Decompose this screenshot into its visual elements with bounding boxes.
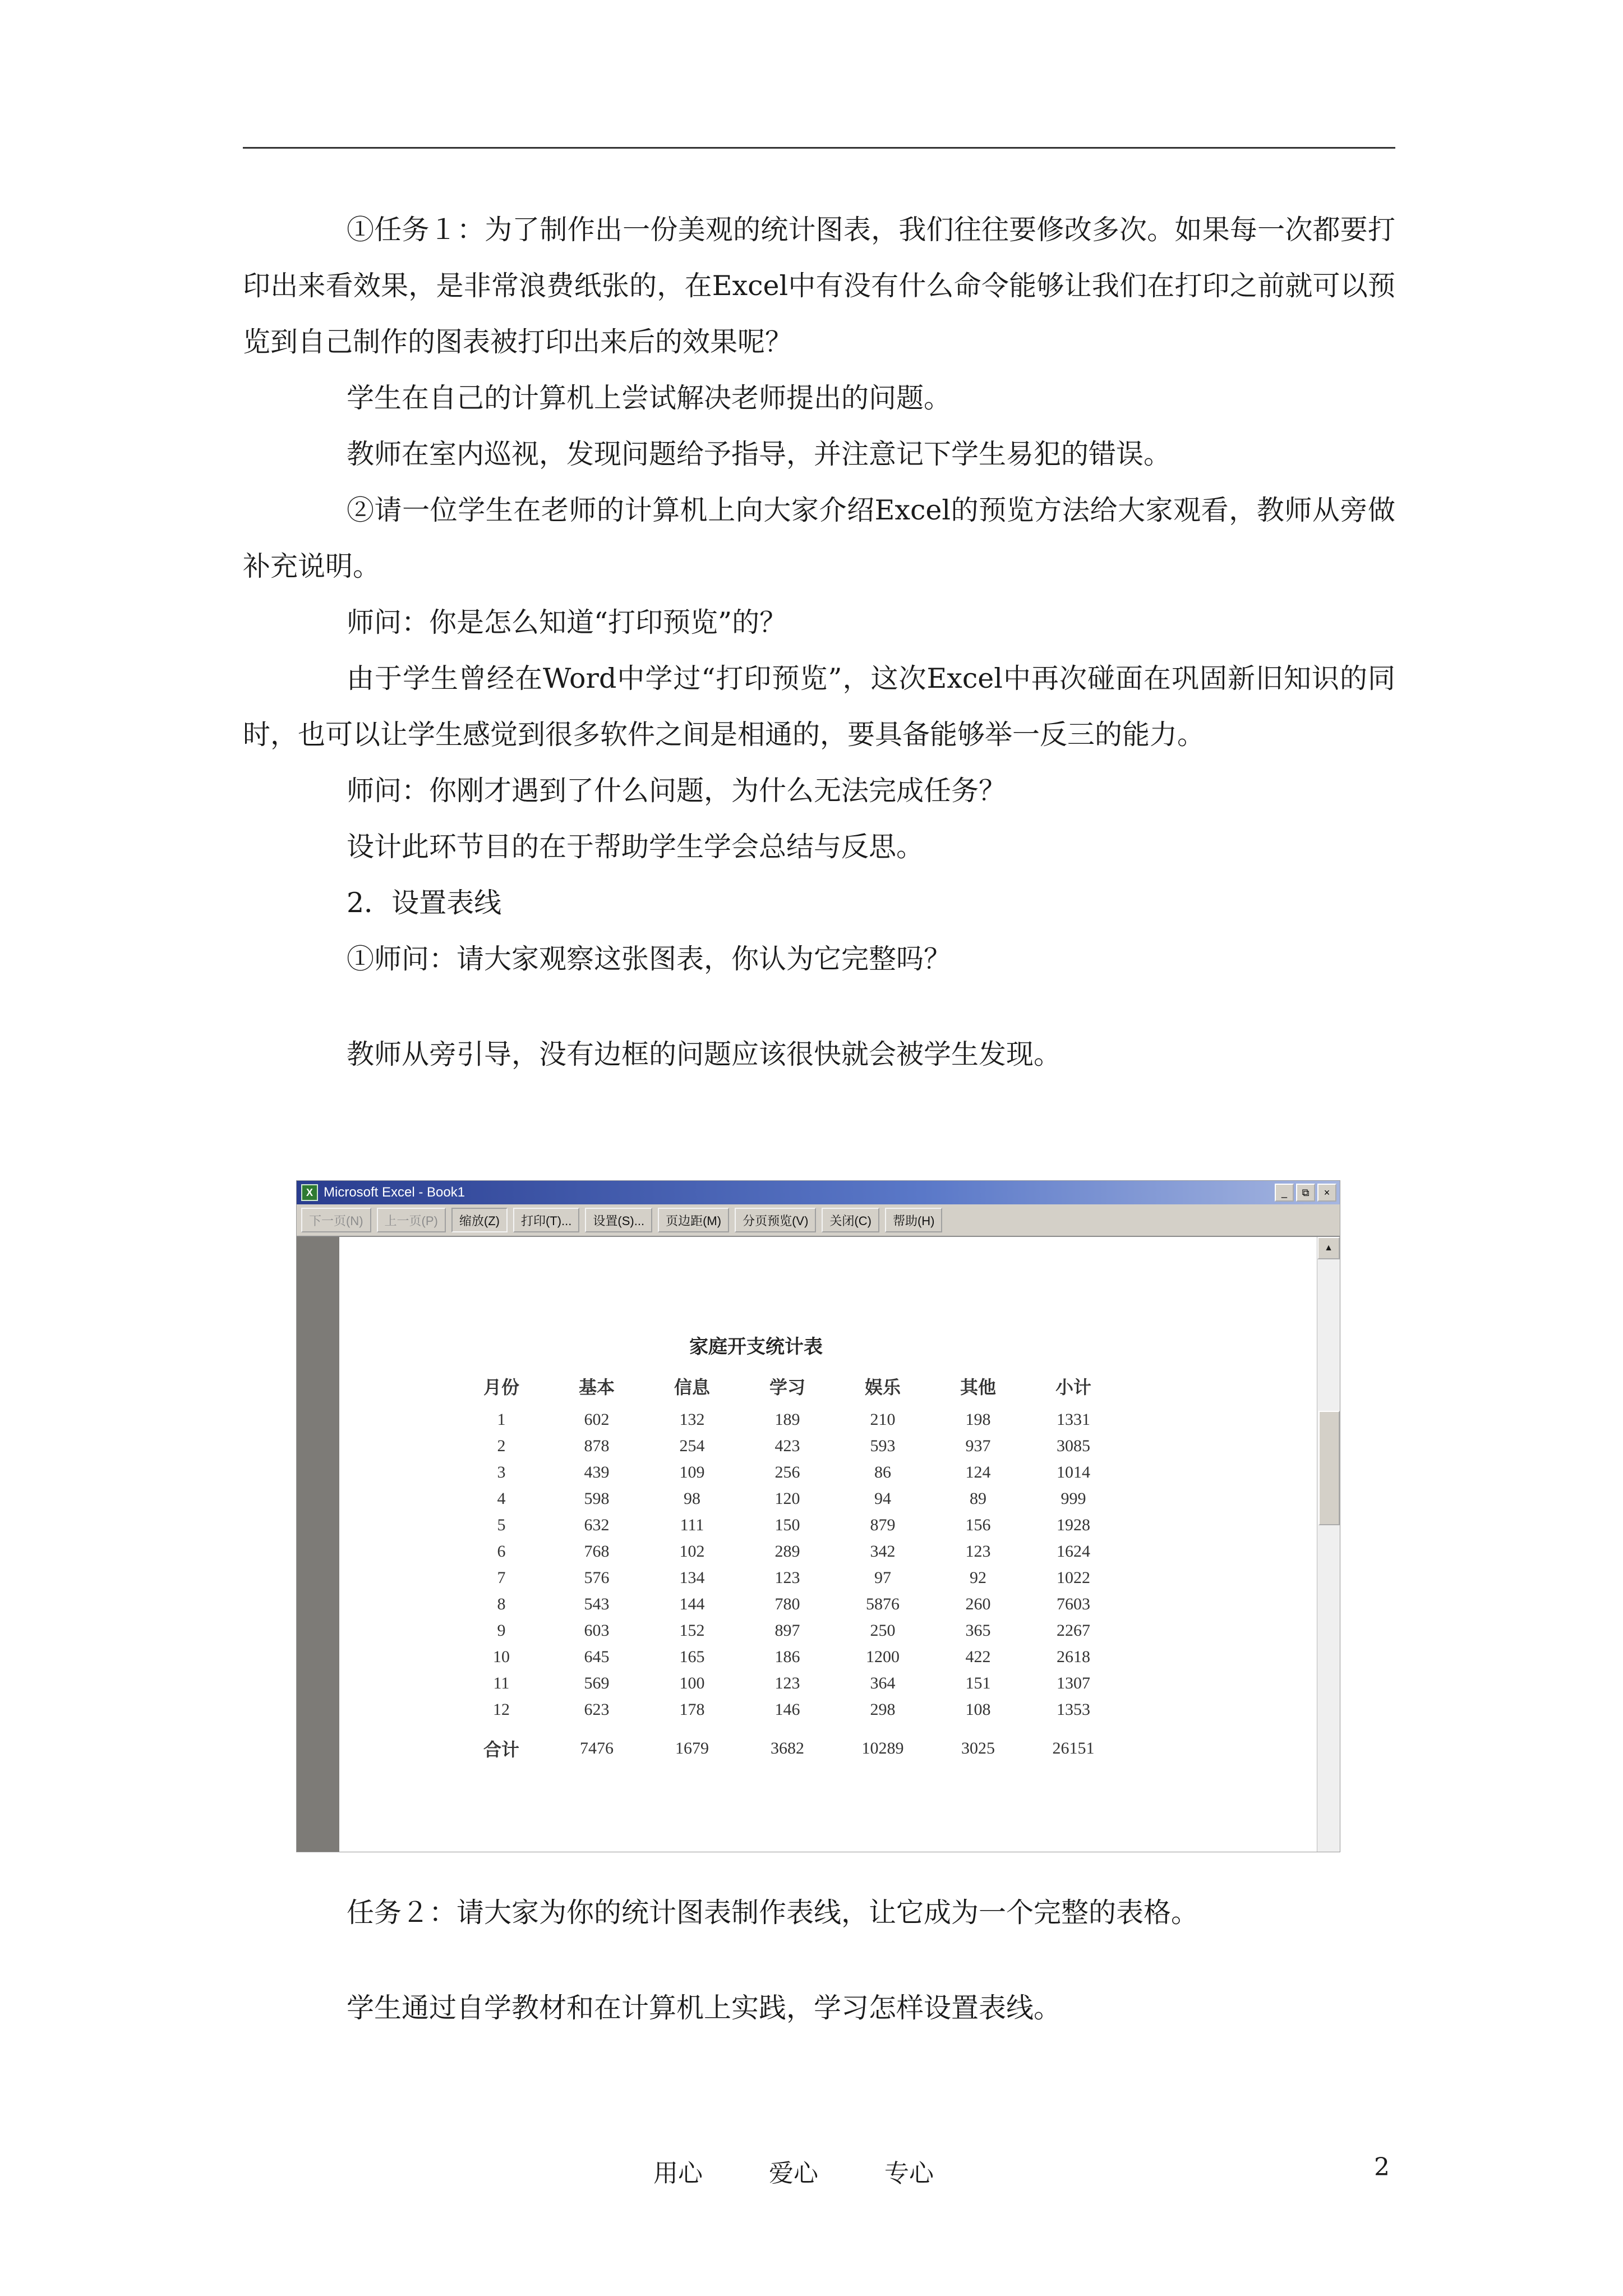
table-cell: 1331 <box>1057 1410 1090 1429</box>
table-row <box>454 1696 1121 1723</box>
paragraph-question-preview: 师问：你是怎么知道“打印预览”的？ <box>347 606 787 638</box>
motto-word: 用心 <box>653 2159 703 2188</box>
table-cell: 151 <box>965 1673 991 1692</box>
total-cell: 合计 <box>483 1739 519 1760</box>
table-cell: 11 <box>493 1673 510 1692</box>
table-cell: 365 <box>965 1621 991 1640</box>
table-cell: 123 <box>774 1568 800 1587</box>
table-row <box>454 1406 1121 1433</box>
table-cell: 109 <box>679 1462 705 1481</box>
table-cell: 768 <box>584 1542 610 1561</box>
table-cell: 250 <box>870 1621 896 1640</box>
expense-table <box>454 1366 1121 1774</box>
table-cell: 999 <box>1061 1489 1086 1508</box>
paragraph-student-try: 学生在自己的计算机上尝试解决老师提出的问题。 <box>347 382 952 414</box>
table-cell: 576 <box>584 1568 610 1587</box>
column-header: 娱乐 <box>864 1377 901 1398</box>
table-cell: 439 <box>584 1462 610 1481</box>
table-cell: 124 <box>965 1462 991 1481</box>
table-row <box>454 1591 1121 1617</box>
table-row <box>454 1565 1121 1591</box>
table-cell: 12 <box>493 1700 510 1719</box>
table-cell: 937 <box>965 1436 991 1455</box>
table-body <box>454 1406 1121 1774</box>
table-cell: 260 <box>965 1594 991 1613</box>
paragraph-self-study: 学生通过自学教材和在计算机上实践，学习怎样设置表线。 <box>347 1992 1062 2024</box>
paragraph-question-complete: ①师问：请大家观察这张图表，你认为它完整吗？ <box>347 943 952 975</box>
paragraph-task2: 任务２：请大家为你的统计图表制作表线，让它成为一个完整的表格。 <box>347 1897 1199 1929</box>
preview-page-area <box>297 1237 1340 1852</box>
paragraph-teacher-guide: 教师从旁引导，没有边框的问题应该很快就会被学生发现。 <box>347 1038 1062 1070</box>
table-cell: 1022 <box>1057 1568 1090 1587</box>
table-cell: 111 <box>680 1515 704 1534</box>
table-row <box>454 1485 1121 1512</box>
total-cell: 1679 <box>675 1739 709 1757</box>
table-cell: 780 <box>774 1594 800 1613</box>
motto-word: 专心 <box>884 2159 934 2188</box>
table-cell: 89 <box>970 1489 986 1508</box>
preview-margin-gray <box>297 1237 339 1852</box>
scroll-thumb[interactable] <box>1318 1411 1340 1525</box>
close-preview-button[interactable]: 关闭(C) <box>822 1208 879 1232</box>
table-cell: 878 <box>584 1436 610 1455</box>
section-heading-borders: 2．设置表线 <box>347 887 502 919</box>
table-cell: 150 <box>774 1515 800 1534</box>
table-cell: 1307 <box>1057 1673 1090 1692</box>
table-cell: 92 <box>970 1568 986 1587</box>
table-row <box>454 1617 1121 1644</box>
table-cell: 422 <box>965 1647 991 1666</box>
total-cell: 26151 <box>1052 1739 1095 1757</box>
table-cell: 210 <box>870 1410 896 1429</box>
table-cell: 120 <box>774 1489 800 1508</box>
table-cell: 623 <box>584 1700 610 1719</box>
table-cell: 603 <box>584 1621 610 1640</box>
restore-button[interactable]: ⧉ <box>1296 1184 1315 1202</box>
table-cell: 1928 <box>1057 1515 1090 1534</box>
window-title: Microsoft Excel - Book1 <box>324 1185 465 1200</box>
vertical-scrollbar[interactable] <box>1317 1237 1340 1852</box>
table-cell: 569 <box>584 1673 610 1692</box>
print-button[interactable]: 打印(T)... <box>513 1208 579 1232</box>
table-cell: 123 <box>774 1673 800 1692</box>
table-total-row <box>454 1723 1121 1774</box>
table-cell: 1 <box>497 1410 506 1429</box>
table-cell: 342 <box>870 1542 896 1561</box>
table-cell: 7 <box>497 1568 506 1587</box>
table-cell: 9 <box>497 1621 506 1640</box>
column-header: 小计 <box>1055 1377 1091 1398</box>
table-row <box>454 1670 1121 1696</box>
table-cell: 8 <box>497 1594 506 1613</box>
table-cell: 144 <box>679 1594 705 1613</box>
table-cell: 1014 <box>1057 1462 1090 1481</box>
table-header-row <box>454 1366 1121 1406</box>
zoom-button[interactable]: 缩放(Z) <box>451 1208 508 1232</box>
table-cell: 4 <box>497 1489 506 1508</box>
table-cell: 98 <box>684 1489 700 1508</box>
next-page-button[interactable]: 下一页(N) <box>301 1208 371 1232</box>
paragraph-word-excel: 由于学生曾经在Word中学过“打印预览”，这次Excel中再次碰面在巩固新旧知识的同时，也可以让学生感觉到很多软件之间是相通的，要具备能够举一反三的能力。 <box>243 662 1395 751</box>
table-row <box>454 1644 1121 1670</box>
table-cell: 423 <box>774 1436 800 1455</box>
excel-app-icon: X <box>301 1184 318 1201</box>
table-cell: 3 <box>497 1462 506 1481</box>
page-number: 2 <box>1374 2153 1390 2182</box>
header-rule <box>243 147 1395 149</box>
column-header: 信息 <box>674 1377 710 1398</box>
table-cell: 1353 <box>1057 1700 1090 1719</box>
table-cell: 645 <box>584 1647 610 1666</box>
table-cell: 3085 <box>1057 1436 1090 1455</box>
table-row <box>454 1433 1121 1459</box>
page-break-preview-button[interactable]: 分页预览(V) <box>735 1208 816 1232</box>
table-cell: 132 <box>679 1410 705 1429</box>
excel-print-preview-screenshot <box>296 1180 1340 1852</box>
table-cell: 152 <box>679 1621 705 1640</box>
margins-button[interactable]: 页边距(M) <box>658 1208 729 1232</box>
table-row <box>454 1459 1121 1485</box>
table-cell: 632 <box>584 1515 610 1534</box>
table-cell: 6 <box>497 1542 506 1561</box>
table-cell: 86 <box>874 1462 891 1481</box>
table-row <box>454 1512 1121 1538</box>
minimize-button[interactable]: _ <box>1275 1184 1294 1202</box>
table-cell: 256 <box>774 1462 800 1481</box>
column-header: 其他 <box>960 1377 996 1398</box>
table-cell: 2 <box>497 1436 506 1455</box>
sheet-title: 家庭开支统计表 <box>689 1336 823 1358</box>
paragraph-student-demo: ②请一位学生在老师的计算机上向大家介绍Excel的预览方法给大家观看，教师从旁做补充说明。 <box>243 494 1395 582</box>
table-cell: 94 <box>874 1489 891 1508</box>
table-cell: 254 <box>679 1436 705 1455</box>
table-cell: 165 <box>679 1647 705 1666</box>
paragraph-task1: ①任务１：为了制作出一份美观的统计图表，我们往往要修改多次。如果每一次都要打印出来看效果，是非常浪费纸张的，在Excel中有没有什么命令能够让我们在打印之前就可以预览到自己制作的图表被打印出来后的效果呢？ <box>243 214 1395 358</box>
scroll-up-arrow-icon[interactable]: ▲ <box>1317 1237 1340 1259</box>
table-cell: 593 <box>870 1436 896 1455</box>
table-cell: 598 <box>584 1489 610 1508</box>
table-cell: 134 <box>679 1568 705 1587</box>
table-cell: 5 <box>497 1515 506 1534</box>
table-cell: 298 <box>870 1700 896 1719</box>
table-cell: 543 <box>584 1594 610 1613</box>
column-header: 基本 <box>578 1377 615 1398</box>
table-row <box>454 1538 1121 1565</box>
paragraph-teacher-patrol: 教师在室内巡视，发现问题给予指导，并注意记下学生易犯的错误。 <box>347 438 1172 470</box>
table-cell: 189 <box>774 1410 800 1429</box>
table-cell: 123 <box>965 1542 991 1561</box>
table-cell: 108 <box>965 1700 991 1719</box>
body-text <box>243 202 1395 1083</box>
total-cell: 7476 <box>580 1739 614 1757</box>
table-cell: 2267 <box>1057 1621 1090 1640</box>
column-header: 学习 <box>769 1377 805 1398</box>
table-cell: 5876 <box>866 1594 900 1613</box>
window-controls <box>1275 1184 1340 1202</box>
table-cell: 198 <box>965 1410 991 1429</box>
print-preview-toolbar <box>297 1204 1340 1237</box>
table-cell: 7603 <box>1057 1594 1090 1613</box>
paragraph-reflection: 设计此环节目的在于帮助学生学会总结与反思。 <box>347 831 924 863</box>
table-cell: 879 <box>870 1515 896 1534</box>
table-cell: 897 <box>774 1621 800 1640</box>
table-cell: 186 <box>774 1647 800 1666</box>
table-cell: 2618 <box>1057 1647 1090 1666</box>
table-cell: 602 <box>584 1410 610 1429</box>
footer-motto <box>653 2153 934 2189</box>
table-cell: 156 <box>965 1515 991 1534</box>
table-cell: 102 <box>679 1542 705 1561</box>
help-button[interactable]: 帮助(H) <box>885 1208 943 1232</box>
table-cell: 10 <box>493 1647 510 1666</box>
total-cell: 3025 <box>961 1739 995 1757</box>
close-window-button[interactable]: × <box>1317 1184 1336 1202</box>
setup-button[interactable]: 设置(S)... <box>585 1208 652 1232</box>
body-text-after-figure <box>243 1885 1395 2036</box>
table-cell: 146 <box>774 1700 800 1719</box>
table-cell: 1624 <box>1057 1542 1090 1561</box>
paragraph-question-problem: 师问：你刚才遇到了什么问题，为什么无法完成任务？ <box>347 775 1007 807</box>
total-cell: 3682 <box>771 1739 804 1757</box>
table-cell: 364 <box>870 1673 896 1692</box>
window-titlebar <box>297 1181 1340 1204</box>
table-cell: 289 <box>774 1542 800 1561</box>
total-cell: 10289 <box>861 1739 904 1757</box>
table-cell: 178 <box>679 1700 705 1719</box>
table-cell: 100 <box>679 1673 705 1692</box>
column-header: 月份 <box>483 1377 519 1398</box>
previous-page-button[interactable]: 上一页(P) <box>377 1208 446 1232</box>
motto-word: 爱心 <box>769 2159 818 2188</box>
table-cell: 1200 <box>866 1647 900 1666</box>
table-cell: 97 <box>874 1568 891 1587</box>
